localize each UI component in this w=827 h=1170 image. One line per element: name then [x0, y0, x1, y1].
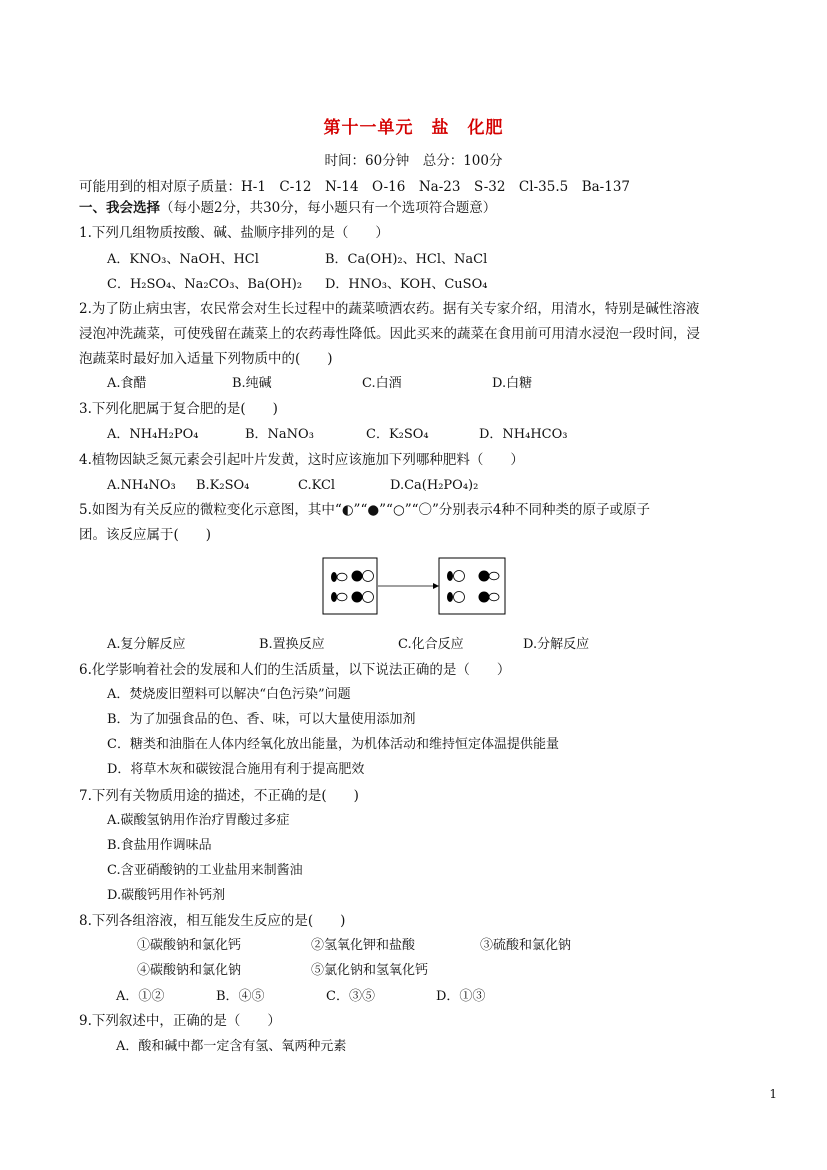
q1-option-b: B．Ca(OH)₂、HCl、NaCl — [325, 252, 488, 267]
q5-option-a: A.复分解反应 — [107, 637, 186, 652]
reaction-arrow — [378, 583, 439, 589]
q2-option-a: A.食醋 — [107, 376, 147, 391]
reactant-molecule-2 — [331, 592, 374, 603]
atomic-masses: 可能用到的相对原子质量：H-1 C-12 N-14 O-16 Na-23 S-32 Cl-35.5 Ba-137 — [79, 179, 630, 195]
q8-option-b: B．④⑤ — [216, 989, 265, 1004]
reactant-molecule-1 — [331, 571, 374, 583]
q4-option-b: B.K₂SO₄ — [196, 478, 250, 493]
question-2-line-1: 2.为了防止病虫害，农民常会对生长过程中的蔬菜喷洒农药。据有关专家介绍，用清水，特别是碱性溶液 — [79, 301, 700, 317]
section-heading — [79, 199, 496, 217]
question-2-line-2: 浸泡冲洗蔬菜，可使残留在蔬菜上的农药毒性降低。因此买来的蔬菜在食用前可用清水浸泡一段时间，浸 — [79, 326, 700, 342]
q8-item-1: ①碳酸钠和氯化钙 — [137, 938, 242, 953]
product-box — [439, 558, 505, 614]
page-number: 1 — [769, 1087, 777, 1101]
exam-info: 时间：60分钟 总分：100分 — [324, 153, 503, 169]
question-8: 8.下列各组溶液，相互能发生反应的是( ) — [79, 913, 346, 929]
q8-option-c: C．③⑤ — [326, 989, 375, 1004]
q6-option-a: A．焚烧废旧塑料可以解决“白色污染”问题 — [107, 687, 351, 702]
q8-item-2: ②氢氧化钾和盐酸 — [311, 938, 416, 953]
q7-option-a: A.碳酸氢钠用作治疗胃酸过多症 — [107, 813, 290, 828]
q3-option-d: D．NH₄HCO₃ — [479, 427, 568, 442]
q8-option-a: A．①② — [116, 989, 165, 1004]
section-note: （每小题2分，共30分，每小题只有一个选项符合题意） — [160, 200, 497, 216]
q4-option-a: A.NH₄NO₃ — [107, 478, 176, 493]
q5-option-d: D.分解反应 — [523, 637, 590, 652]
q7-option-d: D.碳酸钙用作补钙剂 — [107, 888, 226, 903]
question-5-line-2: 团。该反应属于( ) — [79, 527, 212, 543]
product-molecule-1 — [447, 571, 499, 582]
q2-option-b: B.纯碱 — [232, 376, 272, 391]
question-5-line-1: 5.如图为有关反应的微粒变化示意图，其中“◐”“●”“○”“〇”分别表示4种不同种类的原子或原子 — [79, 502, 651, 518]
q4-option-c: C.KCl — [298, 478, 336, 493]
q1-option-a: A．KNO₃、NaOH、HCl — [107, 252, 259, 267]
product-molecule-2 — [447, 592, 499, 603]
q9-option-a: A．酸和碱中都一定含有氢、氧两种元素 — [116, 1039, 347, 1054]
q6-option-d: D．将草木灰和碳铵混合施用有利于提高肥效 — [107, 762, 365, 777]
q8-item-4: ④碳酸钠和氯化钠 — [137, 963, 242, 978]
q2-option-c: C.白酒 — [362, 376, 402, 391]
q5-option-c: C.化合反应 — [398, 637, 464, 652]
reactant-box — [323, 558, 377, 614]
q2-option-d: D.白糖 — [492, 376, 533, 391]
page-title: 第十一单元 盐 化肥 — [323, 118, 504, 138]
q3-option-c: C．K₂SO₄ — [366, 427, 429, 442]
reaction-diagram — [322, 557, 506, 615]
q8-option-d: D．①③ — [436, 989, 486, 1004]
q6-option-c: C．糖类和油脂在人体内经氧化放出能量，为机体活动和维持恒定体温提供能量 — [107, 737, 559, 752]
q3-option-b: B．NaNO₃ — [245, 427, 314, 442]
q7-option-b: B.食盐用作调味品 — [107, 838, 212, 853]
q8-item-3: ③硫酸和氯化钠 — [480, 938, 572, 953]
question-9: 9.下列叙述中，正确的是（ ） — [79, 1013, 281, 1029]
q1-option-d: D．HNO₃、KOH、CuSO₄ — [325, 277, 488, 292]
q8-item-5: ⑤氯化钠和氢氧化钙 — [311, 963, 429, 978]
section-title: 一、我会选择 — [79, 200, 160, 216]
question-2-line-3: 泡蔬菜时最好加入适量下列物质中的( ) — [79, 351, 333, 367]
q1-option-c: C．H₂SO₄、Na₂CO₃、Ba(OH)₂ — [107, 277, 303, 292]
question-1: 1.下列几组物质按酸、碱、盐顺序排列的是（ ） — [79, 225, 389, 241]
q6-option-b: B．为了加强食品的色、香、味，可以大量使用添加剂 — [107, 712, 416, 727]
q5-option-b: B.置换反应 — [259, 637, 325, 652]
q4-option-d: D.Ca(H₂PO₄)₂ — [390, 478, 479, 493]
q3-option-a: A．NH₄H₂PO₄ — [107, 427, 199, 442]
q7-option-c: C.含亚硝酸钠的工业盐用来制酱油 — [107, 863, 303, 878]
question-4: 4.植物因缺乏氮元素会引起叶片发黄，这时应该施加下列哪种肥料（ ） — [79, 452, 524, 468]
question-7: 7.下列有关物质用途的描述，不正确的是( ) — [79, 788, 359, 804]
question-6: 6.化学影响着社会的发展和人们的生活质量，以下说法正确的是（ ） — [79, 662, 511, 678]
question-3: 3.下列化肥属于复合肥的是( ) — [79, 401, 278, 417]
